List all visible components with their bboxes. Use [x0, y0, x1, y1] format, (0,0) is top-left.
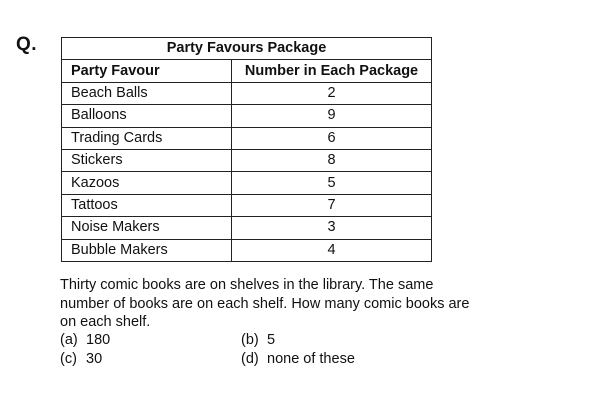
favour-name-cell: Kazoos [62, 172, 232, 194]
favour-count-cell: 5 [232, 172, 432, 194]
favour-count-cell: 4 [232, 239, 432, 261]
option-d-text: none of these [267, 351, 355, 367]
column-header-number-in-package: Number in Each Package [232, 60, 432, 82]
table-row [62, 149, 432, 171]
table-title: Party Favours Package [62, 38, 432, 60]
option-b-key: (b) [241, 332, 259, 348]
table-row [62, 172, 432, 194]
favour-name-cell: Bubble Makers [62, 239, 232, 261]
favour-count-cell: 8 [232, 149, 432, 171]
favour-name-cell: Stickers [62, 149, 232, 171]
table-row [62, 105, 432, 127]
favour-name-cell: Trading Cards [62, 127, 232, 149]
option-d[interactable] [241, 350, 355, 369]
option-c[interactable] [60, 350, 102, 369]
table-row [62, 217, 432, 239]
option-a[interactable] [60, 331, 110, 350]
option-b[interactable] [241, 331, 275, 350]
favour-name-cell: Noise Makers [62, 217, 232, 239]
option-a-key: (a) [60, 332, 78, 348]
option-c-text: 30 [86, 351, 103, 367]
option-a-text: 180 [86, 332, 111, 348]
favour-name-cell: Balloons [62, 105, 232, 127]
party-favours-table [61, 37, 432, 262]
table-title-row [62, 38, 432, 60]
question-label: Q. [16, 34, 38, 55]
favour-count-cell: 2 [232, 82, 432, 104]
favour-count-cell: 3 [232, 217, 432, 239]
option-c-key: (c) [60, 351, 77, 367]
column-header-party-favour: Party Favour [62, 60, 232, 82]
favour-name-cell: Beach Balls [62, 82, 232, 104]
option-d-key: (d) [241, 351, 259, 367]
table-row [62, 82, 432, 104]
table-row [62, 127, 432, 149]
favour-name-cell: Tattoos [62, 194, 232, 216]
table-row [62, 194, 432, 216]
table-row [62, 239, 432, 261]
favour-count-cell: 6 [232, 127, 432, 149]
favour-count-cell: 9 [232, 105, 432, 127]
option-b-text: 5 [267, 332, 276, 348]
table-header-row [62, 60, 432, 82]
question-text: Thirty comic books are on shelves in the library. The same number of books are on each shelf. How many comic books are on each shelf. [60, 277, 470, 330]
favour-count-cell: 7 [232, 194, 432, 216]
